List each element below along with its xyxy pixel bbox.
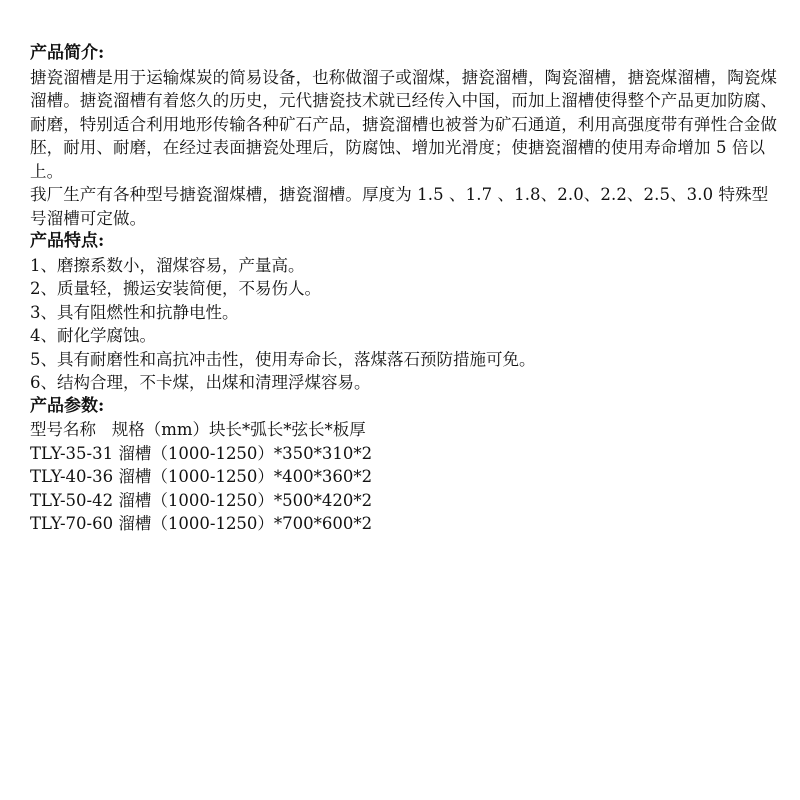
feature-item: 3、具有阻燃性和抗静电性。 [30,302,239,322]
feature-item: 2、质量轻，搬运安装简便，不易伤人。 [30,279,321,298]
intro-heading: 产品简介: [30,43,105,63]
product-document [30,42,780,536]
feature-item: 4、耐化学腐蚀。 [30,326,156,345]
params-row: TLY-50-42 溜槽（1000-1250）*500*420*2 [30,490,373,510]
params-row: TLY-35-31 溜槽（1000-1250）*350*310*2 [30,443,373,463]
intro-paragraph: 搪瓷溜槽是用于运输煤炭的简易设备，也称做溜子或溜煤，搪瓷溜槽，陶瓷溜槽，搪瓷煤溜槽，陶瓷煤溜槽。搪瓷溜槽有着悠久的历史，元代搪瓷技术就已经传入中国，而加上溜槽使得整个产品更加防腐、耐磨，特别适合利用地形传输各种矿石产品，搪瓷溜槽也被誉为矿石通道，利用高强度带有弹性合金做胚，耐用、耐磨，在经过表面搪瓷处理后，防腐蚀、增加光滑度；使搪瓷溜槽的使用寿命增加 5 倍以上。 [30,67,777,181]
thickness-paragraph: 我厂生产有各种型号搪瓷溜煤槽，搪瓷溜槽。厚度为 1.5 、1.7 、1.8、2.0、2.2、2.5、3.0 特殊型号溜槽可定做。 [30,185,769,228]
features-heading: 产品特点: [30,231,105,251]
params-row: TLY-70-60 溜槽（1000-1250）*700*600*2 [30,514,373,533]
params-row: TLY-40-36 溜槽（1000-1250）*400*360*2 [30,467,373,486]
feature-item: 5、具有耐磨性和高抗冲击性，使用寿命长，落煤落石预防措施可免。 [30,349,536,369]
params-header-row: 型号名称 规格（mm）块长*弧长*弦长*板厚 [30,420,366,439]
feature-item: 6、结构合理，不卡煤，出煤和清理浮煤容易。 [30,373,371,392]
params-heading: 产品参数: [30,395,105,416]
feature-item: 1、磨擦系数小，溜煤容易，产量高。 [30,255,305,275]
